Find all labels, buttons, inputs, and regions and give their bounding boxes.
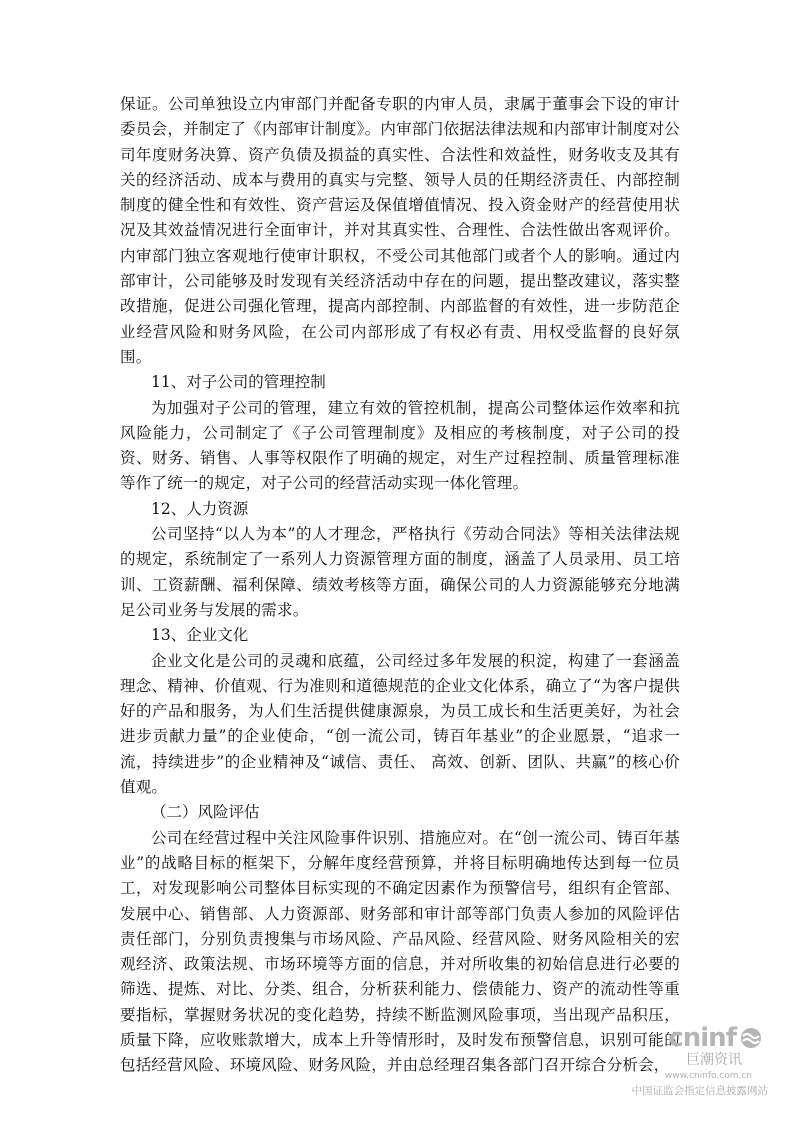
paragraph-risk-assessment: 公司在经营过程中关注风险事件识别、措施应对。在“创一流公司、铸百年基业”的战略目标的框架下，分解年度经营预算，并将目标明确地传达到每一位员工，对发现影响公司整体目标实现的不确定因素作为预警信号，组织有企管部、发展中心、销售部、人力资源部、财务部和审计部等部门负责人参加的风险评估责任部门，分别负责搜集与市场风险、产品风险、经营风险、财务风险相关的宏观经济、政策法规、市场环境等方面的信息，并对所收集的初始信息进行必要的筛选、提炼、对比、分类、组合，分析获利能力、偿债能力、资产的流动性等重要指标，掌握财务状况的变化趋势，持续不断监测风险事项，当出现产品积压，质量下降，应收账款增大，成本上升等情形时，及时发布预警信息，识别可能的包括经营风险、环境风险、财务风险，并由总经理召集各部门召开综合分析会， — [120, 828, 680, 1075]
logo-tagline: 中国证监会指定信息披露网站 — [631, 1085, 768, 1097]
logo-url: www.cninfo.com.cn — [664, 1071, 752, 1081]
logo-chinese-name: 巨潮资讯 — [686, 1052, 742, 1068]
heading-corporate-culture: 13、企业文化 — [151, 626, 249, 645]
heading-risk-assessment: （二）风险评估 — [151, 803, 260, 822]
paragraph-human-resources: 公司坚持“以人为本”的人才理念，严格执行《劳动合同法》等相关法律法规的规定，系统制定了一系列人力资源管理方面的制度，涵盖了人员录用、员工培训、工资薪酬、福利保障、绩效考核等方面，确保公司的人力资源能够充分地满足公司业务与发展的需求。 — [120, 525, 680, 619]
logo-text: cninf — [668, 1023, 736, 1053]
heading-subsidiary-control: 11、对子公司的管理控制 — [151, 373, 326, 392]
paragraph-subsidiary-control: 为加强对子公司的管理，建立有效的管控机制，提高公司整体运作效率和抗风险能力，公司制定了《子公司管理制度》及相应的考核制度，对子公司的投资、财务、销售、人事等权限作了明确的规定，对生产过程控制、质量管理标准等作了统一的规定，对子公司的经营活动实现一体化管理。 — [120, 398, 680, 493]
paragraph-internal-audit: 保证。公司单独设立内审部门并配备专职的内审人员，隶属于董事会下设的审计委员会，并制定了《内部审计制度》。内审部门依据法律法规和内部审计制度对公司年度财务决算、资产负债及损益的真实性、合法性和效益性，财务收支及其有关的经济活动、成本与费用的真实与完整、领导人员的任期经济责任、内部控制制度的健全性和有效性、资产营运及保值增值情况、投入资金财产的经营使用状况及其效益情况进行全面审计，并对其真实性、合理性、合法性做出客观评价。内审部门独立客观地行使审计职权，不受公司其他部门或者个人的影响。通过内部审计，公司能够及时发现有关经济活动中存在的问题，提出整改建议，落实整改措施，促进公司强化管理，提高内部控制、内部监督的有效性，进一步防范企业经营风险和财务风险，在公司内部形成了有权必有责、用权受监督的良好氛围。 — [120, 95, 680, 366]
cninfo-watermark — [618, 1023, 768, 1113]
cninfo-wave-icon — [740, 1027, 762, 1049]
paragraph-corporate-culture: 企业文化是公司的灵魂和底蕴，公司经过多年发展的积淀，构建了一套涵盖理念、精神、价值观、行为准则和道德规范的企业文化体系，确立了“为客户提供好的产品和服务，为人们生活提供健康源泉，为员工成长和生活更美好，为社会进步贡献力量”的企业使命，“创一流公司，铸百年基业”的企业愿景，“追求一流，持续进步”的企业精神及“诚信、责任、 高效、创新、团队、共赢”的核心价值观。 — [120, 651, 680, 797]
document-body — [120, 92, 680, 1079]
heading-human-resources: 12、人力资源 — [151, 499, 249, 518]
